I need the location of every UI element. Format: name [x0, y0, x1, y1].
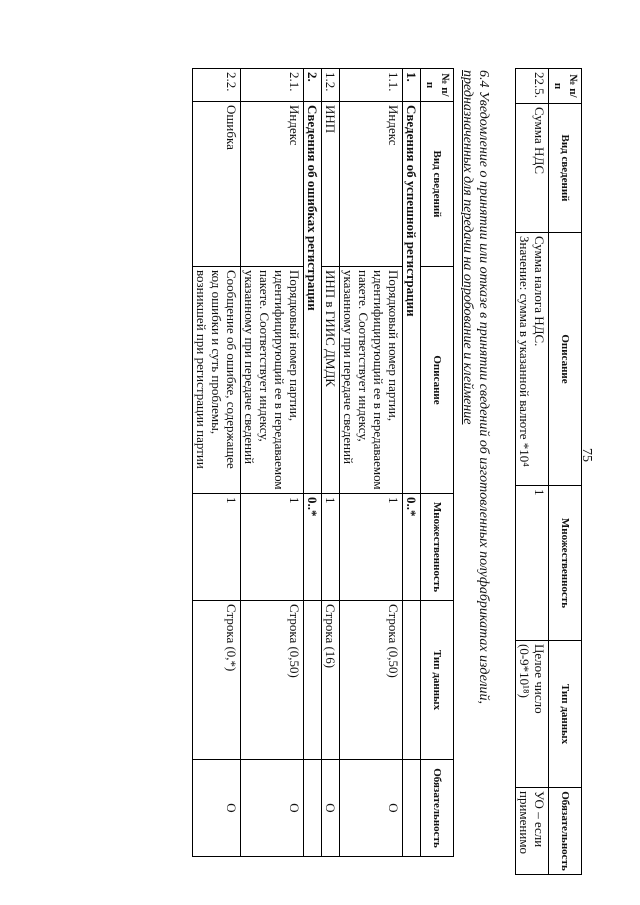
header-mult: Множественность	[421, 494, 454, 601]
type-line: Целое число	[532, 644, 547, 714]
section-row	[403, 69, 421, 857]
cell-kind: Сумма НДС	[516, 104, 549, 233]
cell-mult: 0..*	[304, 494, 322, 601]
cell-type: Строка (0,*)	[193, 601, 241, 760]
cell-type: Строка (0,50)	[340, 601, 403, 760]
header-desc: Описание	[549, 233, 582, 486]
header-num: № п/п	[549, 69, 582, 104]
header-type: Тип данных	[421, 601, 454, 760]
header-type: Тип данных	[549, 641, 582, 788]
cell-type: Строка (16)	[322, 601, 340, 760]
cell-num: 2.1.	[241, 69, 304, 102]
table-row	[322, 69, 340, 857]
table-header-row	[549, 69, 582, 875]
cell-mult: 1	[193, 494, 241, 601]
type-line: (0-9*10¹⁸)	[517, 644, 532, 698]
cell-type	[516, 641, 549, 788]
header-num: № п/п	[421, 69, 454, 102]
header-kind: Вид сведений	[421, 102, 454, 267]
table-vat	[515, 68, 582, 875]
cell-mult: 0..*	[403, 494, 421, 601]
cell-desc	[516, 233, 549, 486]
cell-num: 22.5.	[516, 69, 549, 104]
cell-desc: Порядковый номер партии, идентифицирующий ее в передаваемом пакете. Соответствует индексу, указанному при передаче сведений	[241, 267, 304, 494]
cell-type: Строка (0,50)	[241, 601, 304, 760]
cell-oblig: О	[340, 760, 403, 857]
header-desc: Описание	[421, 267, 454, 494]
cell-type	[403, 601, 421, 760]
section-heading	[459, 70, 491, 850]
cell-num: 1.	[403, 69, 421, 102]
table-row	[340, 69, 403, 857]
cell-kind: ИНП	[322, 102, 340, 267]
header-kind: Вид сведений	[549, 104, 582, 233]
cell-kind: Сведения об ошибках регистрации	[304, 102, 322, 494]
desc-line: Значение: сумма в указанной валюте *10⁴	[517, 236, 532, 467]
cell-type	[304, 601, 322, 760]
cell-kind: Индекс	[340, 102, 403, 267]
table-row	[193, 69, 241, 857]
cell-oblig	[403, 760, 421, 857]
cell-desc: Порядковый номер партии, идентифицирующий ее в передаваемом пакете. Соответствует индексу, указанному при передаче сведений	[340, 267, 403, 494]
table-notification	[192, 68, 454, 857]
desc-line: Сумма налога НДС.	[532, 236, 547, 347]
cell-kind: Ошибка	[193, 102, 241, 267]
cell-oblig: О	[322, 760, 340, 857]
cell-desc: ИНП в ГИИС ДМДК	[322, 267, 340, 494]
cell-kind: Индекс	[241, 102, 304, 267]
table-header-row	[421, 69, 454, 857]
header-oblig: Обязательность	[421, 760, 454, 857]
table-row	[516, 69, 549, 875]
table-row	[241, 69, 304, 857]
heading-line: предназначенных для передачи на опробование и клеймение	[460, 70, 475, 425]
cell-num: 1.1.	[340, 69, 403, 102]
cell-num: 2.	[304, 69, 322, 102]
header-mult: Множественность	[549, 486, 582, 641]
cell-mult: 1	[340, 494, 403, 601]
cell-oblig: О	[241, 760, 304, 857]
section-row	[304, 69, 322, 857]
cell-mult: 1	[241, 494, 304, 601]
cell-desc: Сообщение об ошибке, содержащее код ошибки и суть проблемы, возникшей при регистрации партии	[193, 267, 241, 494]
cell-mult: 1	[516, 486, 549, 641]
header-oblig: Обязательность	[549, 788, 582, 875]
cell-mult: 1	[322, 494, 340, 601]
cell-kind: Сведения об успешной регистрации	[403, 102, 421, 494]
page-number: 75	[579, 448, 594, 462]
cell-num: 1.2.	[322, 69, 340, 102]
cell-oblig	[304, 760, 322, 857]
cell-num: 2.2.	[193, 69, 241, 102]
heading-line: 6.4 Уведомление о принятии или отказе в принятии сведений об изготовленных полуфабрикатах изделий,	[476, 70, 491, 705]
cell-oblig: УО – если применимо	[516, 788, 549, 875]
cell-oblig: О	[193, 760, 241, 857]
